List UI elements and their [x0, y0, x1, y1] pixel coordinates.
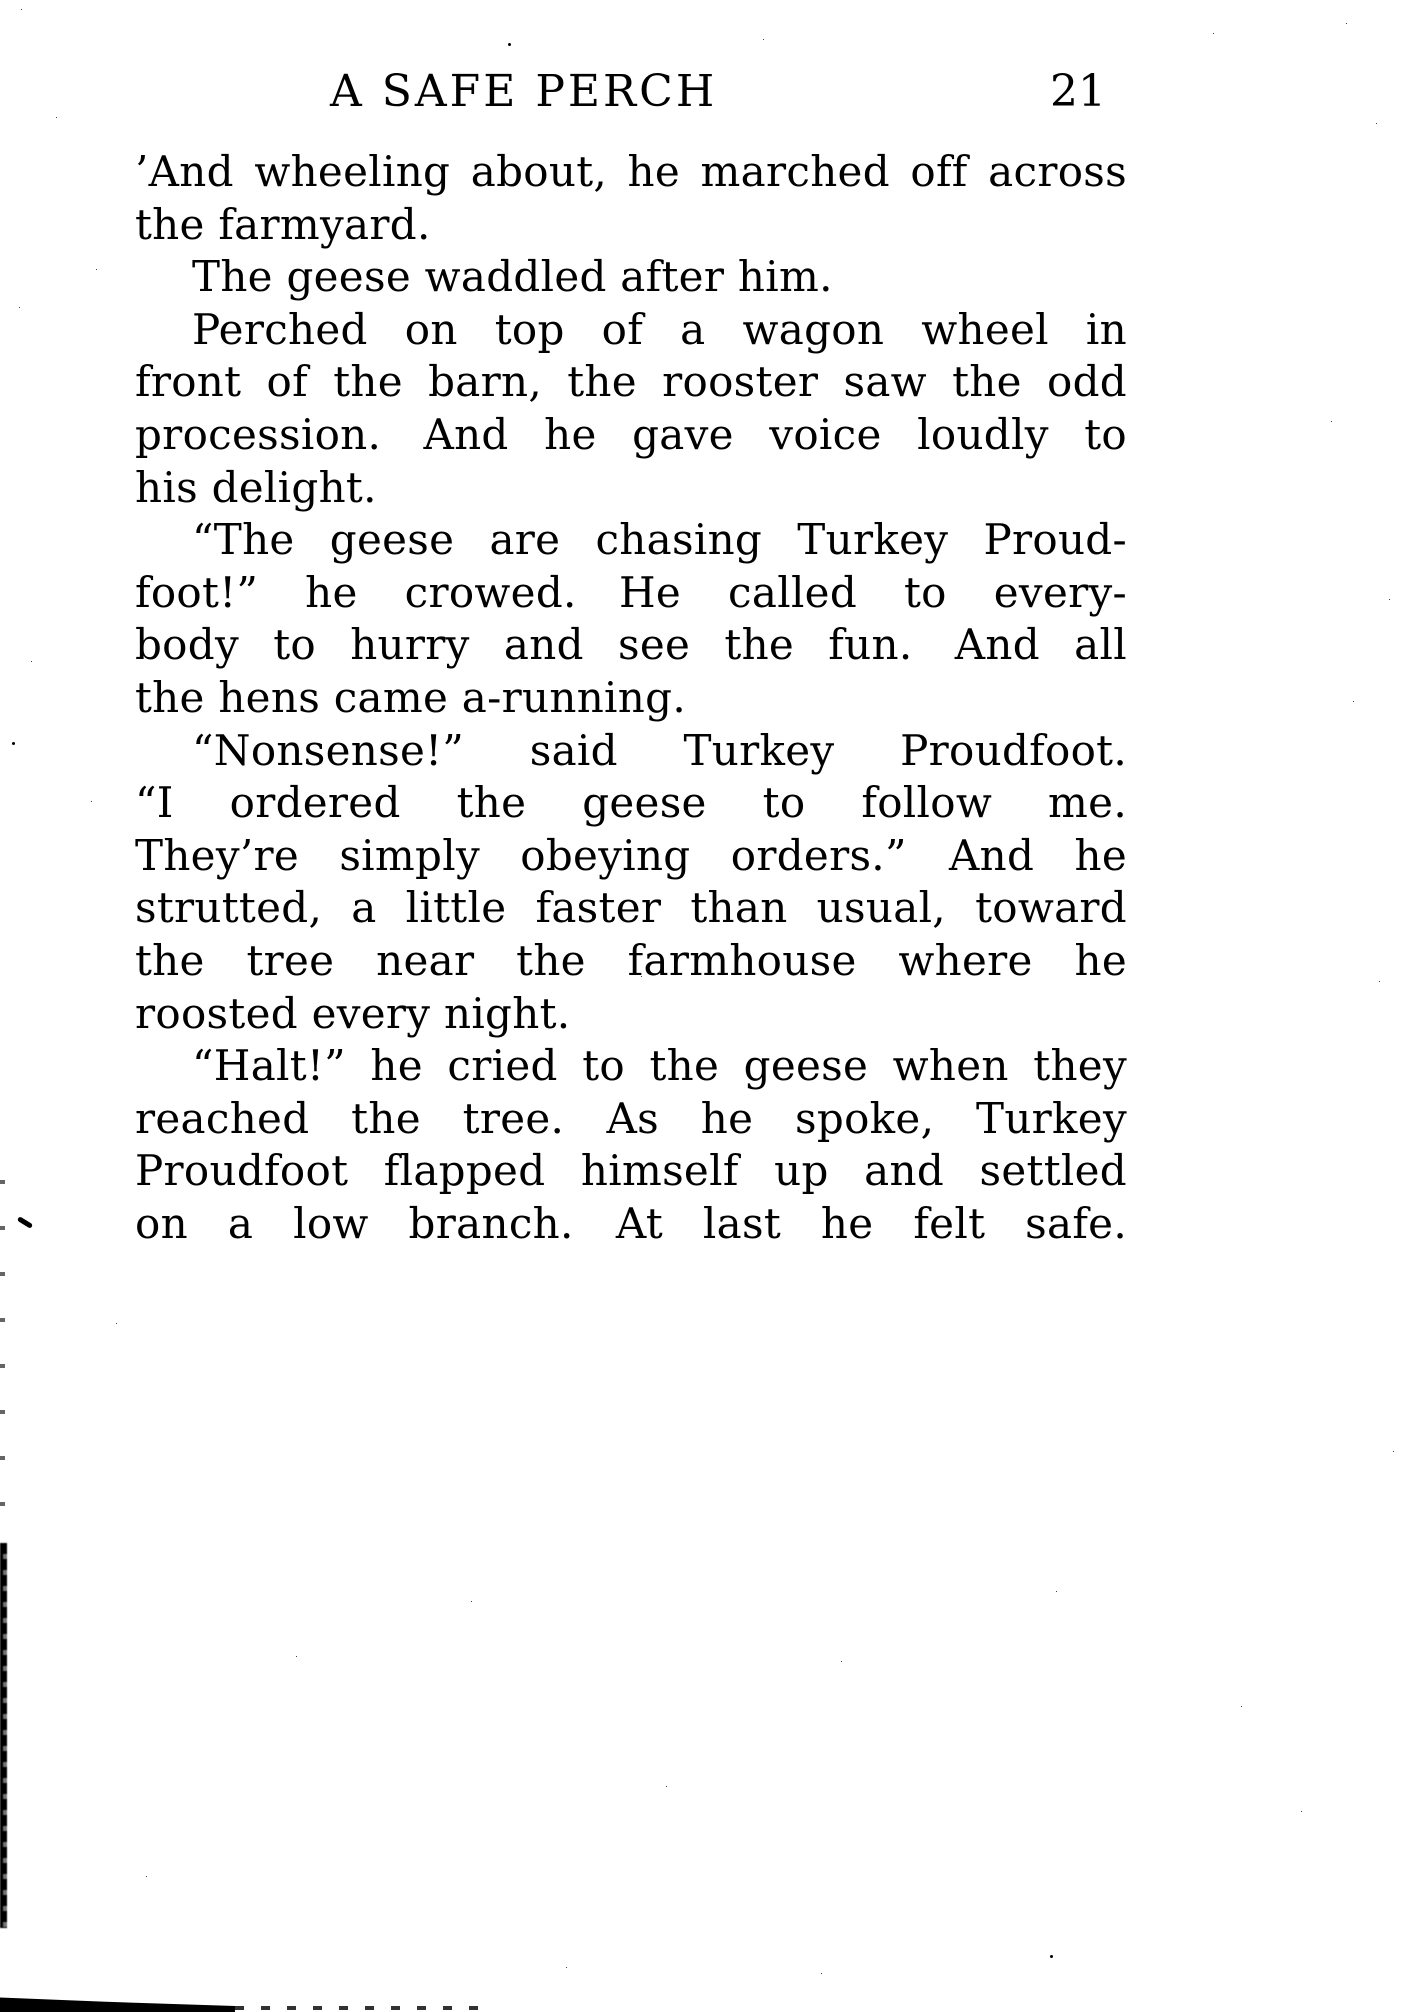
text-line: “I ordered the geese to follow me.	[135, 778, 1127, 828]
text-line: roosted every night.	[135, 988, 571, 1038]
text-line: “Nonsense!” said Turkey Proudfoot.	[192, 725, 1127, 775]
page-number: 21	[1050, 66, 1106, 117]
text-line: “Halt!” he cried to the geese when they	[192, 1041, 1127, 1091]
text-line: Perched on top of a wagon wheel in	[192, 304, 1127, 354]
text-line: his delight.	[135, 462, 377, 512]
scan-artifact-left-streak	[0, 1543, 7, 1928]
scan-noise-dots	[0, 0, 3, 3]
text-line: “The geese are chasing Turkey Proud-	[192, 515, 1127, 565]
text-line: the hens came a-running.	[135, 672, 686, 722]
text-line: front of the barn, the rooster saw the odd	[135, 357, 1127, 407]
text-line: ’And wheeling about, he marched off across	[135, 147, 1127, 196]
text-line: strutted, a little faster than usual, toward	[135, 883, 1127, 933]
text-line: reached the tree. As he spoke, Turkey	[135, 1093, 1127, 1143]
scan-artifact-left-specks	[0, 1180, 5, 1540]
text-line: the farmyard.	[135, 199, 431, 249]
text-line: Proudfoot flapped himself up and settled	[135, 1146, 1127, 1196]
running-head-title: A SAFE PERCH	[330, 66, 718, 117]
text-line: the tree near the farmhouse where he	[135, 935, 1127, 985]
scan-artifact-mark	[17, 1216, 33, 1229]
text-line: foot!” he crowed. He called to every-	[135, 567, 1127, 617]
text-line: procession. And he gave voice loudly to	[135, 409, 1127, 459]
text-line: The geese waddled after him.	[192, 252, 833, 302]
scan-artifact-bottom-tail	[235, 2006, 485, 2010]
scan-artifact-bottom-smear	[0, 1995, 235, 2012]
body-text-block	[135, 146, 1127, 1250]
text-line: They’re simply obeying orders.” And he	[135, 830, 1127, 880]
text-line: on a low branch. At last he felt safe.	[135, 1198, 1127, 1248]
text-line: body to hurry and see the fun. And all	[135, 620, 1127, 670]
